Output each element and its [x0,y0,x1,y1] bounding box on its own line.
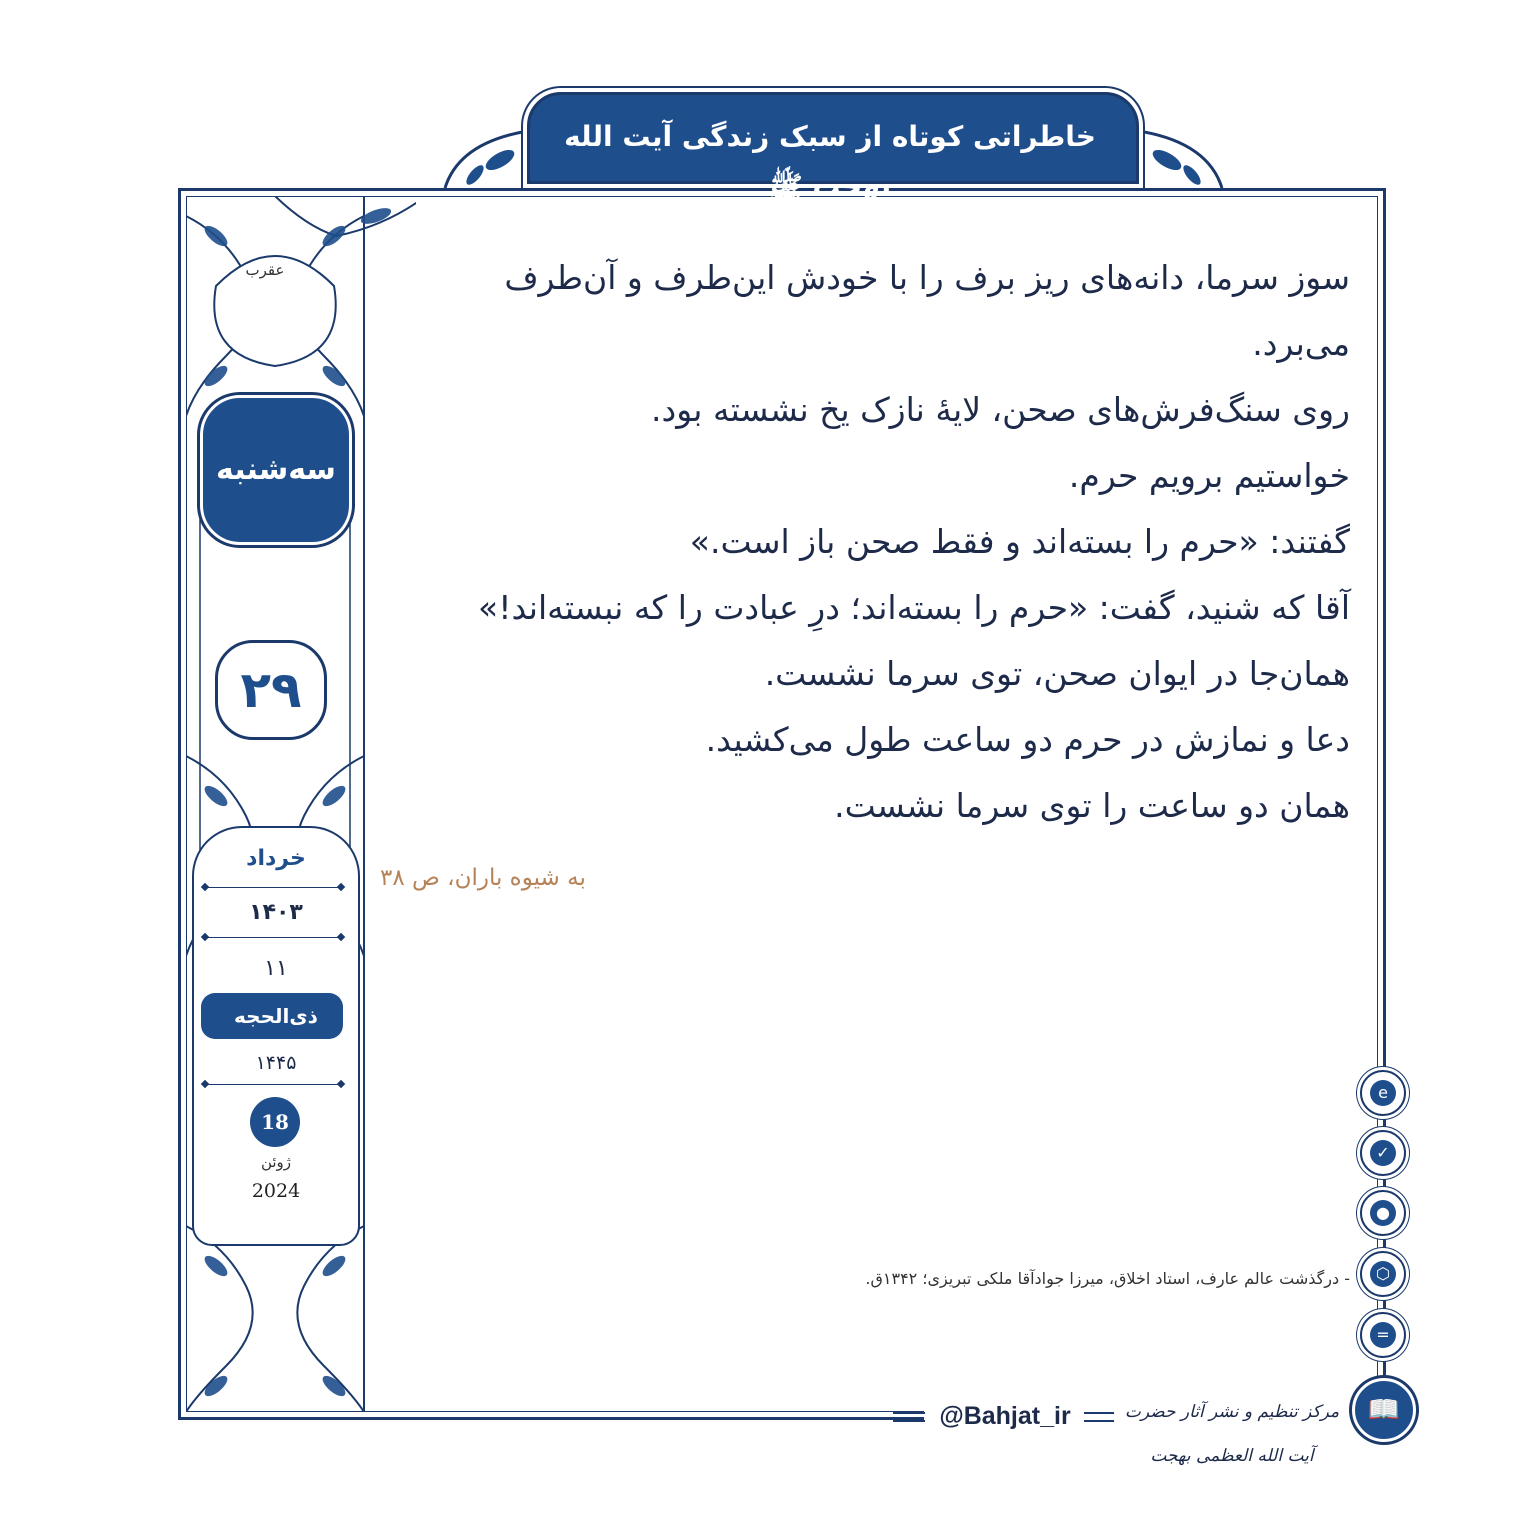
banner-ornament-right [1127,120,1227,190]
story-line: روی سنگ‌فرش‌های صحن، لایهٔ نازک یخ نشسته بود. [651,390,1350,429]
footer-dash [893,1420,925,1422]
gregorian-year: 2024 [251,1180,301,1202]
banner-ornament-left [440,120,540,190]
footer-dash [1084,1412,1114,1414]
day-number: ۲۹ [240,661,302,719]
bale-icon[interactable]: ● [1360,1190,1406,1236]
source-citation: به شیوه باران، ص ۳۸ [380,865,586,891]
story-text [380,245,1350,839]
story-line: دعا و نمازش در حرم دو ساعت طول می‌کشید. [705,720,1350,759]
divider [205,887,341,888]
hijri-day: ۱۱ [264,956,288,981]
eitaa-icon[interactable]: e [1360,1070,1406,1116]
check-shield-icon[interactable]: ✓ [1360,1130,1406,1176]
story-line: همان‌جا در ایوان صحن، توی سرما نشست. [764,654,1350,693]
zodiac-label: عقرب [245,261,285,279]
footnote: - درگذشت عالم عارف، استاد اخلاق، میرزا جوادآقا ملکی تبریزی؛ ۱۳۴۲ق. [865,1269,1350,1288]
story-line: خواستیم برویم حرم. [1068,456,1350,495]
story-line: گفتند: «حرم را بسته‌اند و فقط صحن باز است.» [689,522,1350,561]
gregorian-month: ژوئن [260,1153,292,1171]
solar-year: ۱۴۰۳ [249,900,303,925]
header-title: خاطراتی کوتاه از سبک زندگی آیت الله بهجت ﷺ [564,120,1096,203]
footer-dash [1084,1420,1114,1422]
footer-dash [893,1412,925,1414]
story-line: می‌برد. [1252,324,1350,363]
rubika-icon[interactable]: ⬡ [1360,1251,1406,1297]
hijri-month: ذی‌الحجه [234,1004,318,1028]
solar-month: خرداد [246,846,306,871]
story-line: همان دو ساعت را توی سرما نشست. [834,786,1350,825]
divider [205,1084,341,1085]
social-handle[interactable]: @Bahjat_ir [939,1402,1071,1430]
soroush-icon[interactable]: = [1360,1312,1406,1358]
book-logo-icon[interactable]: 📖 [1352,1378,1416,1442]
story-line: سوز سرما، دانه‌های ریز برف را با خودش این‌طرف و آن‌طرف [504,258,1350,297]
publisher-signature: مرکز تنظیم و نشر آثار حضرت آیت الله العظمی بهجت [1124,1402,1340,1466]
hijri-year: ۱۴۴۵ [255,1052,297,1074]
divider [205,937,341,938]
gregorian-day: 18 [261,1110,289,1134]
story-line: آقا که شنید، گفت: «حرم را بسته‌اند؛ درِ عبادت را که نبسته‌اند!» [478,588,1350,627]
weekday-name: سه‌شنبه [216,452,336,487]
